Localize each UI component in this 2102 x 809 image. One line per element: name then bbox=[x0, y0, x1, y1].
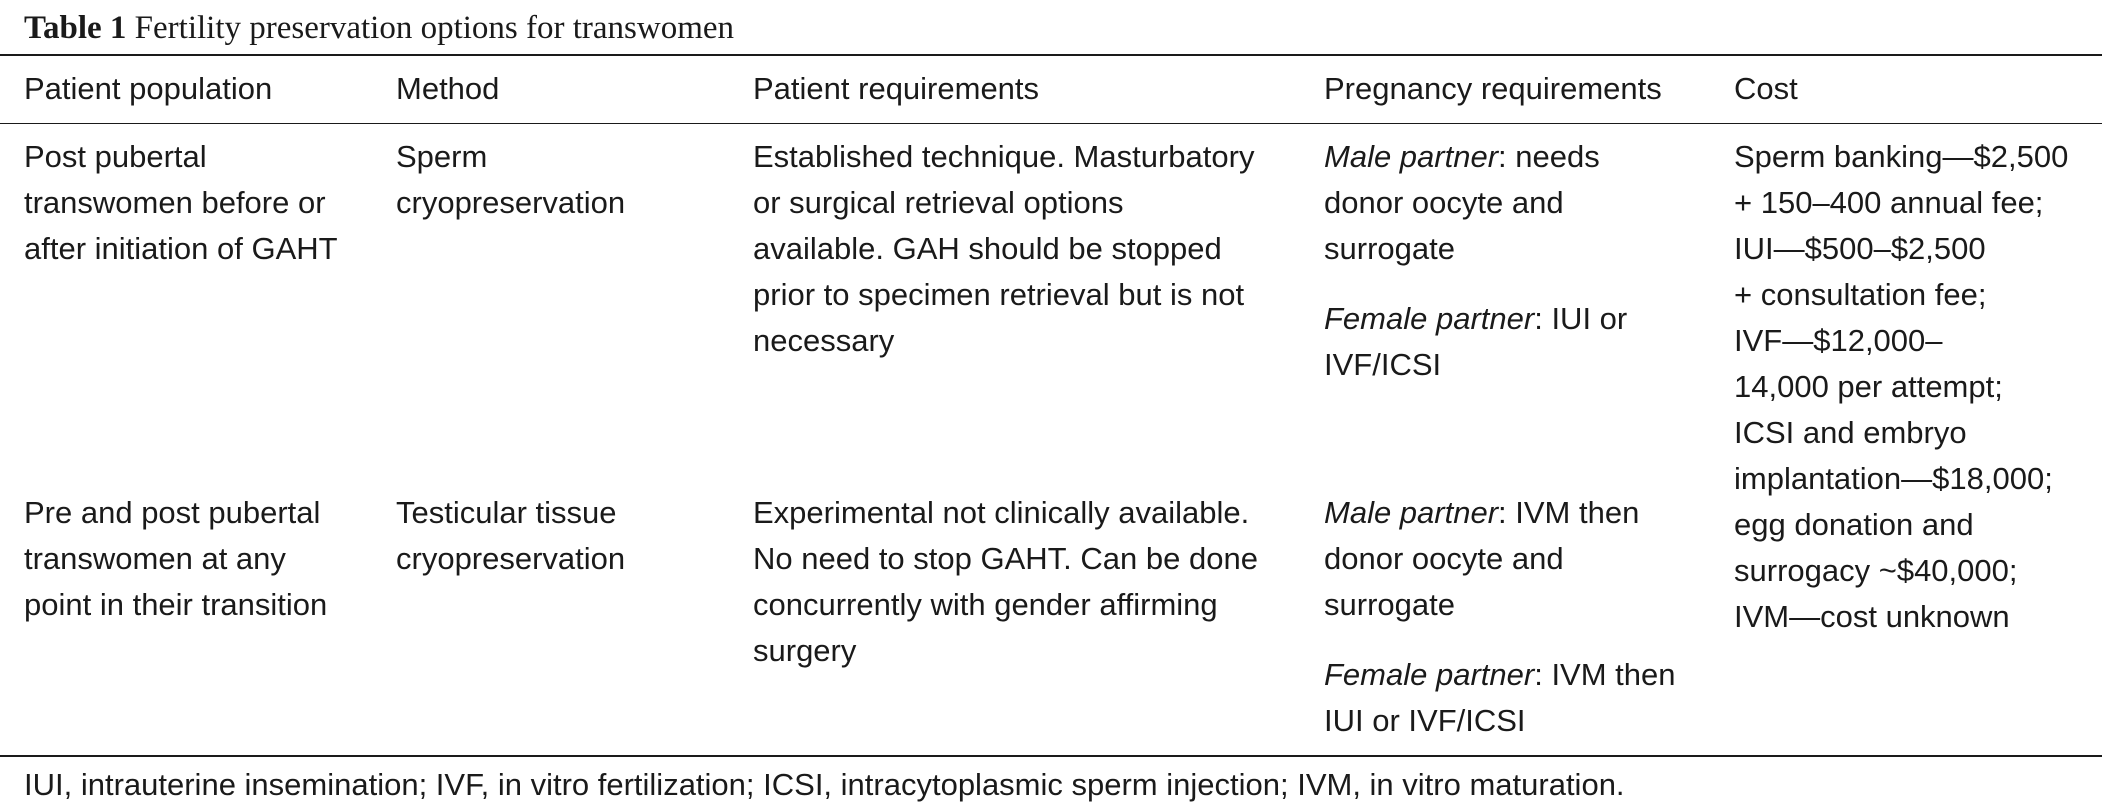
row2-male-line bbox=[1324, 490, 1639, 536]
top-rule bbox=[0, 54, 2102, 56]
row2-male-label: Male partner bbox=[1324, 495, 1499, 530]
row1-population-line: transwomen before or bbox=[24, 185, 326, 220]
table-caption bbox=[24, 8, 734, 48]
row1-pregnancy-female bbox=[1324, 296, 1627, 388]
bottom-rule bbox=[0, 755, 2102, 757]
row2-method-line: Testicular tissue bbox=[396, 495, 617, 530]
header-cost: Cost bbox=[1734, 71, 1798, 106]
row1-female-label: Female partner bbox=[1324, 301, 1535, 336]
row2-population-line: Pre and post pubertal bbox=[24, 495, 321, 530]
header-method: Method bbox=[396, 71, 500, 106]
row1-population bbox=[24, 134, 338, 272]
header-rule bbox=[0, 123, 2102, 124]
row1-male-line: donor oocyte and bbox=[1324, 185, 1564, 220]
cost-line: 14,000 per attempt; bbox=[1734, 369, 2003, 404]
cost-line: IUI—$500–$2,500 bbox=[1734, 231, 1986, 266]
row2-method-line: cryopreservation bbox=[396, 541, 626, 576]
cost-line: + 150–400 annual fee; bbox=[1734, 185, 2044, 220]
row1-requirements-line: Established technique. Masturbatory bbox=[753, 139, 1255, 174]
row1-requirements-line: or surgical retrieval options bbox=[753, 185, 1124, 220]
row1-method-line: cryopreservation bbox=[396, 185, 626, 220]
row1-requirements bbox=[753, 134, 1254, 364]
header-pregnancy-requirements: Pregnancy requirements bbox=[1324, 71, 1662, 106]
table-footnote: IUI, intrauterine insemination; IVF, in vitro fertilization; ICSI, intracytoplasmic sperm injection; IVM, in vitro maturation. bbox=[24, 767, 1625, 802]
row2-population bbox=[24, 490, 327, 628]
cost-line: IVM—cost unknown bbox=[1734, 599, 2010, 634]
row2-male-text: : IVM then bbox=[1498, 495, 1640, 530]
row1-requirements-line: necessary bbox=[753, 323, 895, 358]
row2-male-line: donor oocyte and bbox=[1324, 541, 1564, 576]
row1-male-text: : needs bbox=[1498, 139, 1600, 174]
row2-requirements-line: surgery bbox=[753, 633, 857, 668]
cost-line: Sperm banking—$2,500 bbox=[1734, 139, 2069, 174]
row2-female-text: : IVM then bbox=[1534, 657, 1676, 692]
row2-requirements-line: No need to stop GAHT. Can be done bbox=[753, 541, 1258, 576]
cost-line: surrogacy ~$40,000; bbox=[1734, 553, 2018, 588]
header-patient-requirements: Patient requirements bbox=[753, 71, 1040, 106]
row1-requirements-line: prior to specimen retrieval but is not bbox=[753, 277, 1245, 312]
row1-method-line: Sperm bbox=[396, 139, 488, 174]
row2-female-line: IUI or IVF/ICSI bbox=[1324, 703, 1526, 738]
row2-female-label: Female partner bbox=[1324, 657, 1535, 692]
row2-requirements-line: concurrently with gender affirming bbox=[753, 587, 1218, 622]
row2-population-line: transwomen at any bbox=[24, 541, 286, 576]
row1-female-line: IVF/ICSI bbox=[1324, 347, 1442, 382]
row1-female-text: : IUI or bbox=[1534, 301, 1628, 336]
table-title: Fertility preservation options for transwomen bbox=[134, 10, 735, 46]
row1-male-label: Male partner bbox=[1324, 139, 1499, 174]
row2-pregnancy-male bbox=[1324, 490, 1639, 628]
row1-female-line bbox=[1324, 296, 1627, 342]
row1-method bbox=[396, 134, 625, 226]
cost-line: implantation—$18,000; bbox=[1734, 461, 2053, 496]
row2-pregnancy-female bbox=[1324, 652, 1676, 744]
table-label: Table 1 bbox=[24, 10, 127, 46]
cost-line: egg donation and bbox=[1734, 507, 1974, 542]
cost-line: IVF—$12,000– bbox=[1734, 323, 1943, 358]
row1-population-line: after initiation of GAHT bbox=[24, 231, 338, 266]
row1-male-line bbox=[1324, 134, 1600, 180]
header-patient-population: Patient population bbox=[24, 71, 273, 106]
row2-male-line: surrogate bbox=[1324, 587, 1455, 622]
cost-cell bbox=[1734, 134, 2068, 640]
row1-male-line: surrogate bbox=[1324, 231, 1455, 266]
row2-requirements bbox=[753, 490, 1258, 674]
row2-requirements-line: Experimental not clinically available. bbox=[753, 495, 1250, 530]
row2-population-line: point in their transition bbox=[24, 587, 328, 622]
row1-requirements-line: available. GAH should be stopped bbox=[753, 231, 1222, 266]
cost-line: ICSI and embryo bbox=[1734, 415, 1967, 450]
row1-population-line: Post pubertal bbox=[24, 139, 207, 174]
row2-method bbox=[396, 490, 625, 582]
row1-pregnancy-male bbox=[1324, 134, 1600, 272]
cost-line: + consultation fee; bbox=[1734, 277, 1987, 312]
row2-female-line bbox=[1324, 652, 1676, 698]
